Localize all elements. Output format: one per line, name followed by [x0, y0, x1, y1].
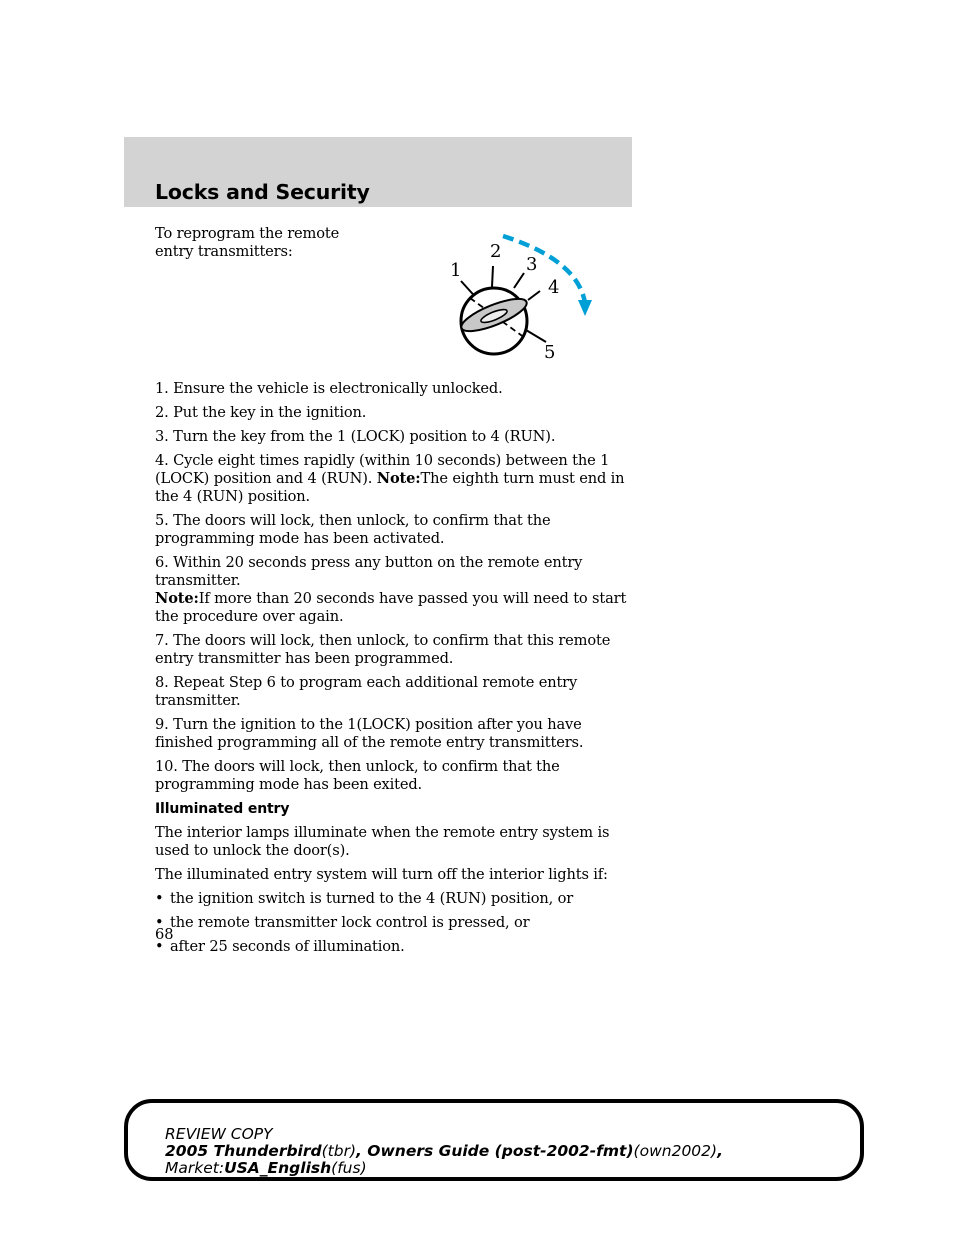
illuminated-entry-heading: Illuminated entry: [155, 801, 290, 817]
bullet-icon: •: [155, 890, 164, 907]
leader-line-3: [514, 273, 524, 288]
bullet-text: the ignition switch is turned to the 4 (RUN) position, or: [170, 890, 574, 907]
footer-market-code: (fus): [331, 1159, 367, 1177]
position-label-5: 5: [544, 342, 556, 363]
illuminated-paragraph-1: The interior lamps illuminate when the remote entry system is used to unlock the door(s).: [155, 824, 610, 859]
position-label-2: 2: [490, 241, 502, 262]
step-6-note-label: Note:: [155, 590, 199, 607]
step-6-note-text: If more than 20 seconds have passed you will need to start the procedure over again.: [155, 590, 627, 625]
leader-line-2: [492, 266, 493, 287]
leader-line-5: [526, 330, 546, 342]
arrow-head-icon: [578, 300, 592, 316]
intro-paragraph: To reprogram the remote entry transmitters:: [155, 225, 340, 260]
step-2: 2. Put the key in the ignition.: [155, 404, 367, 421]
footer-model-code: (tbr): [321, 1142, 357, 1160]
footer-line-2: [165, 1143, 723, 1160]
illuminated-paragraph-2: The illuminated entry system will turn off the interior lights if:: [155, 866, 608, 883]
position-label-3: 3: [526, 254, 538, 275]
footer-market: USA_English: [224, 1159, 332, 1177]
step-9: 9. Turn the ignition to the 1(LOCK) position after you have finished programming all of the remote entry transmitters.: [155, 716, 584, 751]
step-1: 1. Ensure the vehicle is electronically unlocked.: [155, 380, 503, 397]
bullet-text: the remote transmitter lock control is pressed, or: [170, 914, 530, 931]
footer-model: 2005 Thunderbird: [165, 1142, 322, 1160]
step-6-text: 6. Within 20 seconds press any button on the remote entry transmitter.: [155, 554, 583, 589]
bullet-icon: •: [155, 914, 164, 931]
list-item: [155, 890, 635, 908]
section-title: Locks and Security: [155, 180, 370, 204]
step-4-note-label: Note:: [376, 470, 421, 487]
bullet-text: after 25 seconds of illumination.: [170, 938, 405, 955]
bullet-icon: •: [155, 938, 164, 955]
position-label-4: 4: [548, 277, 560, 298]
step-7: 7. The doors will lock, then unlock, to confirm that this remote entry transmitter has been programmed.: [155, 632, 611, 667]
footer-line-1: REVIEW COPY: [165, 1125, 273, 1143]
position-label-1: 1: [450, 260, 462, 281]
step-6: [155, 554, 635, 626]
list-item: [155, 914, 635, 932]
list-item: [155, 938, 635, 956]
procedure-steps: [155, 380, 635, 962]
leader-line-4: [528, 291, 540, 300]
review-copy-footer-text: [165, 1126, 723, 1177]
footer-comma: ,: [717, 1142, 723, 1160]
step-3: 3. Turn the key from the 1 (LOCK) position to 4 (RUN).: [155, 428, 556, 445]
page-number: 68: [155, 926, 174, 943]
step-8: 8. Repeat Step 6 to program each additional remote entry transmitter.: [155, 674, 578, 709]
step-4-note-text: The eighth turn must end in the 4 (RUN) position.: [155, 470, 625, 505]
illuminated-bullet-list: [155, 890, 635, 956]
footer-market-label: Market:: [165, 1159, 225, 1177]
step-5: 5. The doors will lock, then unlock, to confirm that the programming mode has been activated.: [155, 512, 551, 547]
footer-line-3: [165, 1160, 723, 1177]
rotation-arrow: [503, 236, 585, 303]
step-4-text: 4. Cycle eight times rapidly (within 10 seconds) between the 1 (LOCK) position and 4 (RUN).: [155, 452, 610, 487]
ignition-key-positions-diagram: [430, 228, 610, 378]
step-4: [155, 452, 635, 506]
footer-guide-code: (own2002): [633, 1142, 718, 1160]
footer-guide: , Owners Guide (post-2002-fmt): [356, 1142, 634, 1160]
step-10: 10. The doors will lock, then unlock, to confirm that the programming mode has been exited.: [155, 758, 560, 793]
